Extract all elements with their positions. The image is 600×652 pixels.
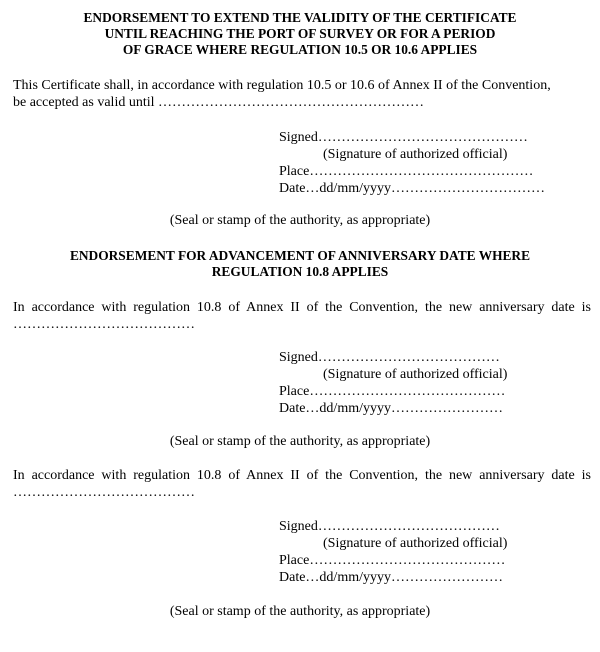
date-field: Date…dd/mm/yyyy……………………	[279, 570, 503, 585]
anniversary-signature-block	[279, 349, 507, 417]
heading-line: ENDORSEMENT TO EXTEND THE VALIDITY OF THE CERTIFICATE	[83, 10, 517, 25]
anniversary-signature-block	[279, 518, 507, 586]
place-field: Place……………………………………	[279, 384, 506, 399]
text-line: be accepted as valid until …………………………………………………	[13, 95, 424, 110]
place-field: Place……………………………………	[279, 553, 506, 568]
heading-line: ENDORSEMENT FOR ADVANCEMENT OF ANNIVERSARY DATE WHERE	[69, 248, 531, 263]
signed-field: Signed…………………………………	[279, 519, 500, 534]
signed-field: Signed…………………………………	[279, 350, 500, 365]
anniversary-endorsement-text	[13, 467, 591, 501]
heading-line: OF GRACE WHERE REGULATION 10.5 OR 10.6 APPLIES	[122, 42, 478, 57]
validity-signature-block	[279, 129, 545, 197]
signed-field: Signed………………………………………	[279, 130, 528, 145]
text-line: …………………………………	[13, 317, 195, 332]
validity-endorsement-heading	[0, 10, 600, 58]
signature-caption: (Signature of authorized official)	[323, 536, 508, 551]
place-field: Place…………………………………………	[279, 164, 534, 179]
text-line: This Certificate shall, in accordance with regulation 10.5 or 10.6 of Annex II of the Convention,	[13, 78, 551, 93]
signature-caption: (Signature of authorized official)	[323, 147, 508, 162]
text-line: …………………………………	[13, 485, 195, 500]
seal-note: (Seal or stamp of the authority, as appropriate)	[169, 213, 431, 228]
heading-line: UNTIL REACHING THE PORT OF SURVEY OR FOR A PERIOD	[104, 26, 496, 41]
signature-caption: (Signature of authorized official)	[323, 367, 508, 382]
date-field: Date…dd/mm/yyyy……………………	[279, 401, 503, 416]
seal-note: (Seal or stamp of the authority, as appropriate)	[169, 434, 431, 449]
anniversary-endorsement-heading	[0, 248, 600, 280]
heading-line: REGULATION 10.8 APPLIES	[211, 264, 389, 279]
text-line: In accordance with regulation 10.8 of Annex II of the Convention, the new anniversary date is	[13, 468, 591, 483]
seal-note: (Seal or stamp of the authority, as appropriate)	[169, 604, 431, 619]
anniversary-endorsement-text	[13, 299, 591, 333]
date-field: Date…dd/mm/yyyy……………………………	[279, 181, 545, 196]
validity-endorsement-text	[13, 77, 591, 111]
text-line: In accordance with regulation 10.8 of Annex II of the Convention, the new anniversary date is	[13, 300, 591, 315]
